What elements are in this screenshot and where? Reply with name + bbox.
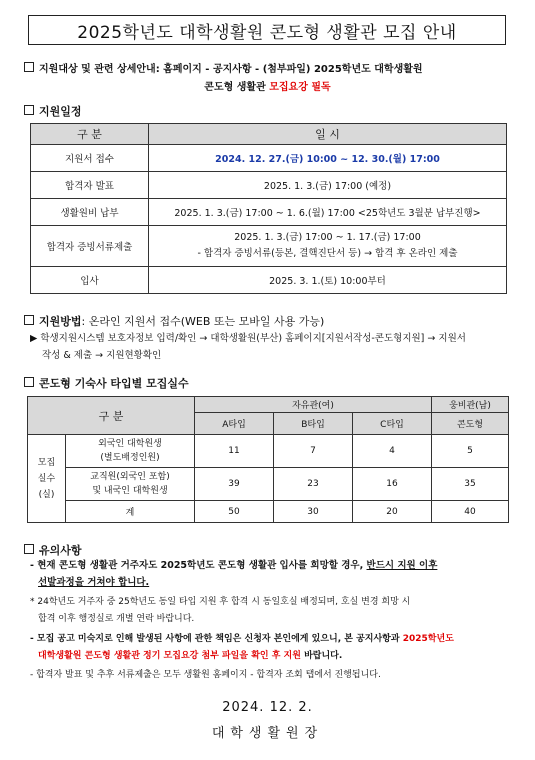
schedule-row-value xyxy=(149,226,507,267)
checkbox-square-icon xyxy=(24,377,34,387)
note-3-cont xyxy=(38,648,342,664)
note-1-emphasis-cont: 선발과정을 거쳐야 합니다. xyxy=(38,577,150,588)
quota-header-type-b: B타입 xyxy=(274,413,353,435)
note-1-text: - 현재 콘도형 생활관 거주자도 2025학년도 콘도형 생활관 입사를 희망할 경우, xyxy=(30,560,367,571)
quota-cell: 20 xyxy=(353,501,432,523)
schedule-row-value-line-2: - 합격자 증빙서류(등본, 결핵진단서 등) → 합격 후 온라인 제출 xyxy=(197,248,458,259)
quota-header-group-1: 자유관(여) xyxy=(195,397,432,413)
quota-header-type-condo: 콘도형 xyxy=(432,413,509,435)
note-4-text: - 합격자 발표 및 추후 서류제출은 모두 생활원 홈페이지 - 합격자 조회 탭에서 진행됩니다. xyxy=(30,670,381,680)
footer-date: 2024. 12. 2. xyxy=(222,700,313,715)
quota-cell: 35 xyxy=(432,468,509,501)
quota-cell: 50 xyxy=(195,501,274,523)
note-1-emphasis: 반드시 지원 이후 xyxy=(366,560,438,571)
method-text: : 온라인 지원서 접수(WEB 또는 모바일 사용 가능) xyxy=(81,315,325,328)
notice-text-2: 콘도형 생활관 xyxy=(204,82,270,93)
schedule-header-category: 구 분 xyxy=(31,124,149,145)
quota-cell: 23 xyxy=(274,468,353,501)
note-3-text-end: 바랍니다. xyxy=(300,651,343,661)
quota-row-label xyxy=(66,435,195,468)
schedule-row-label: 생활원비 납부 xyxy=(31,199,149,226)
checkbox-square-icon xyxy=(24,315,34,325)
note-2-text-1: * 24학년도 거주자 중 25학년도 동일 타입 지원 후 합격 시 동일호실 배정되며, 호실 변경 희망 시 xyxy=(30,597,411,607)
checkbox-square-icon xyxy=(24,62,34,72)
note-2 xyxy=(30,594,410,610)
note-2-text-2: 합격 이후 행정실로 개별 연락 바랍니다. xyxy=(38,614,195,624)
quota-header-category: 구 분 xyxy=(28,397,195,435)
checkbox-square-icon xyxy=(24,105,34,115)
notice-text-1: 지원대상 및 관련 상세안내: 홈페이지 - 공지사항 - (첨부파일) 2025학년도 대학생활원 xyxy=(39,64,423,75)
quota-cell: 16 xyxy=(353,468,432,501)
quota-cell: 7 xyxy=(274,435,353,468)
quota-row-label xyxy=(66,468,195,501)
note-2-cont xyxy=(38,611,194,627)
quota-row-label-line-2: (별도배정인원) xyxy=(100,453,160,463)
quota-row-label-line-1: 외국인 대학원생 xyxy=(98,439,162,449)
quota-row-label-line-1: 교직원(외국인 포함) xyxy=(90,472,170,482)
quota-row-group-line: 모집 xyxy=(37,457,56,468)
quota-header-type-a: A타입 xyxy=(195,413,274,435)
quota-cell: 40 xyxy=(432,501,509,523)
notice-line-1 xyxy=(24,60,423,75)
quota-cell: 11 xyxy=(195,435,274,468)
note-3-highlight-cont: 대학생활원 콘도형 생활관 정기 모집요강 첨부 파일을 확인 후 지원 xyxy=(38,651,301,661)
schedule-header-datetime: 일 시 xyxy=(149,124,507,145)
footer-org: 대학생활원장 xyxy=(211,726,324,741)
schedule-row-label: 입사 xyxy=(31,267,149,294)
quota-header-type-c: C타입 xyxy=(353,413,432,435)
note-1-cont xyxy=(38,575,149,591)
quota-row-label: 계 xyxy=(66,501,195,523)
quota-heading-text: 콘도형 기숙사 타입별 모집실수 xyxy=(39,377,189,390)
note-3 xyxy=(30,631,454,647)
note-1 xyxy=(30,558,437,574)
schedule-table xyxy=(30,123,507,294)
page-title xyxy=(28,15,506,45)
notes-heading xyxy=(24,542,82,558)
quota-row-group xyxy=(28,435,66,523)
quota-heading xyxy=(24,375,189,391)
schedule-row-value: 2024. 12. 27.(금) 10:00 ~ 12. 30.(월) 17:00 xyxy=(149,145,507,172)
checkbox-square-icon xyxy=(24,544,34,554)
schedule-heading-text: 지원일정 xyxy=(39,105,82,118)
schedule-row-value: 2025. 3. 1.(토) 10:00부터 xyxy=(149,267,507,294)
method-heading-text: 지원방법 xyxy=(39,315,82,328)
quota-cell: 4 xyxy=(353,435,432,468)
note-3-highlight: 2025학년도 xyxy=(402,634,454,644)
quota-cell: 5 xyxy=(432,435,509,468)
notice-highlight: 모집요강 필독 xyxy=(269,82,331,93)
method-bullet-text-1: ▶ 학생지원시스템 보호자정보 입력/확인 → 대학생활원(부산) 홈페이지[지원서작성-콘도형지원] → 지원서 xyxy=(30,333,466,344)
method-bullet-text-2: 작성 & 제출 → 지원현황확인 xyxy=(42,350,162,361)
schedule-row-value: 2025. 1. 3.(금) 17:00 ~ 1. 6.(월) 17:00 <25학년도 3월분 납부진행> xyxy=(149,199,507,226)
quota-header-group-2: 웅비관(남) xyxy=(432,397,509,413)
schedule-row-label: 합격자 증빙서류제출 xyxy=(31,226,149,267)
notes-heading-text: 유의사항 xyxy=(39,544,82,557)
note-3-text: - 모집 공고 미숙지로 인해 발생된 사항에 관한 책임은 신청자 본인에게 있으니, 본 공지사항과 xyxy=(30,634,403,644)
notice-line-2 xyxy=(0,78,535,93)
quota-row-group-line: (실) xyxy=(38,489,55,500)
method-bullet-2 xyxy=(42,348,161,364)
quota-row-group-line: 실수 xyxy=(37,473,56,484)
schedule-row-value-line-1: 2025. 1. 3.(금) 17:00 ~ 1. 17.(금) 17:00 xyxy=(234,232,421,243)
schedule-heading xyxy=(24,103,82,119)
method-bullet-1 xyxy=(30,331,466,347)
schedule-row-value: 2025. 1. 3.(금) 17:00 (예정) xyxy=(149,172,507,199)
method-heading xyxy=(24,313,324,329)
schedule-row-label: 합격자 발표 xyxy=(31,172,149,199)
quota-row-label-line-2: 및 내국인 대학원생 xyxy=(92,486,168,496)
quota-table xyxy=(27,396,509,523)
schedule-row-label: 지원서 접수 xyxy=(31,145,149,172)
quota-cell: 39 xyxy=(195,468,274,501)
note-4 xyxy=(30,667,381,683)
title-text: 2025학년도 대학생활원 콘도형 생활관 모집 안내 xyxy=(77,22,457,43)
quota-cell: 30 xyxy=(274,501,353,523)
